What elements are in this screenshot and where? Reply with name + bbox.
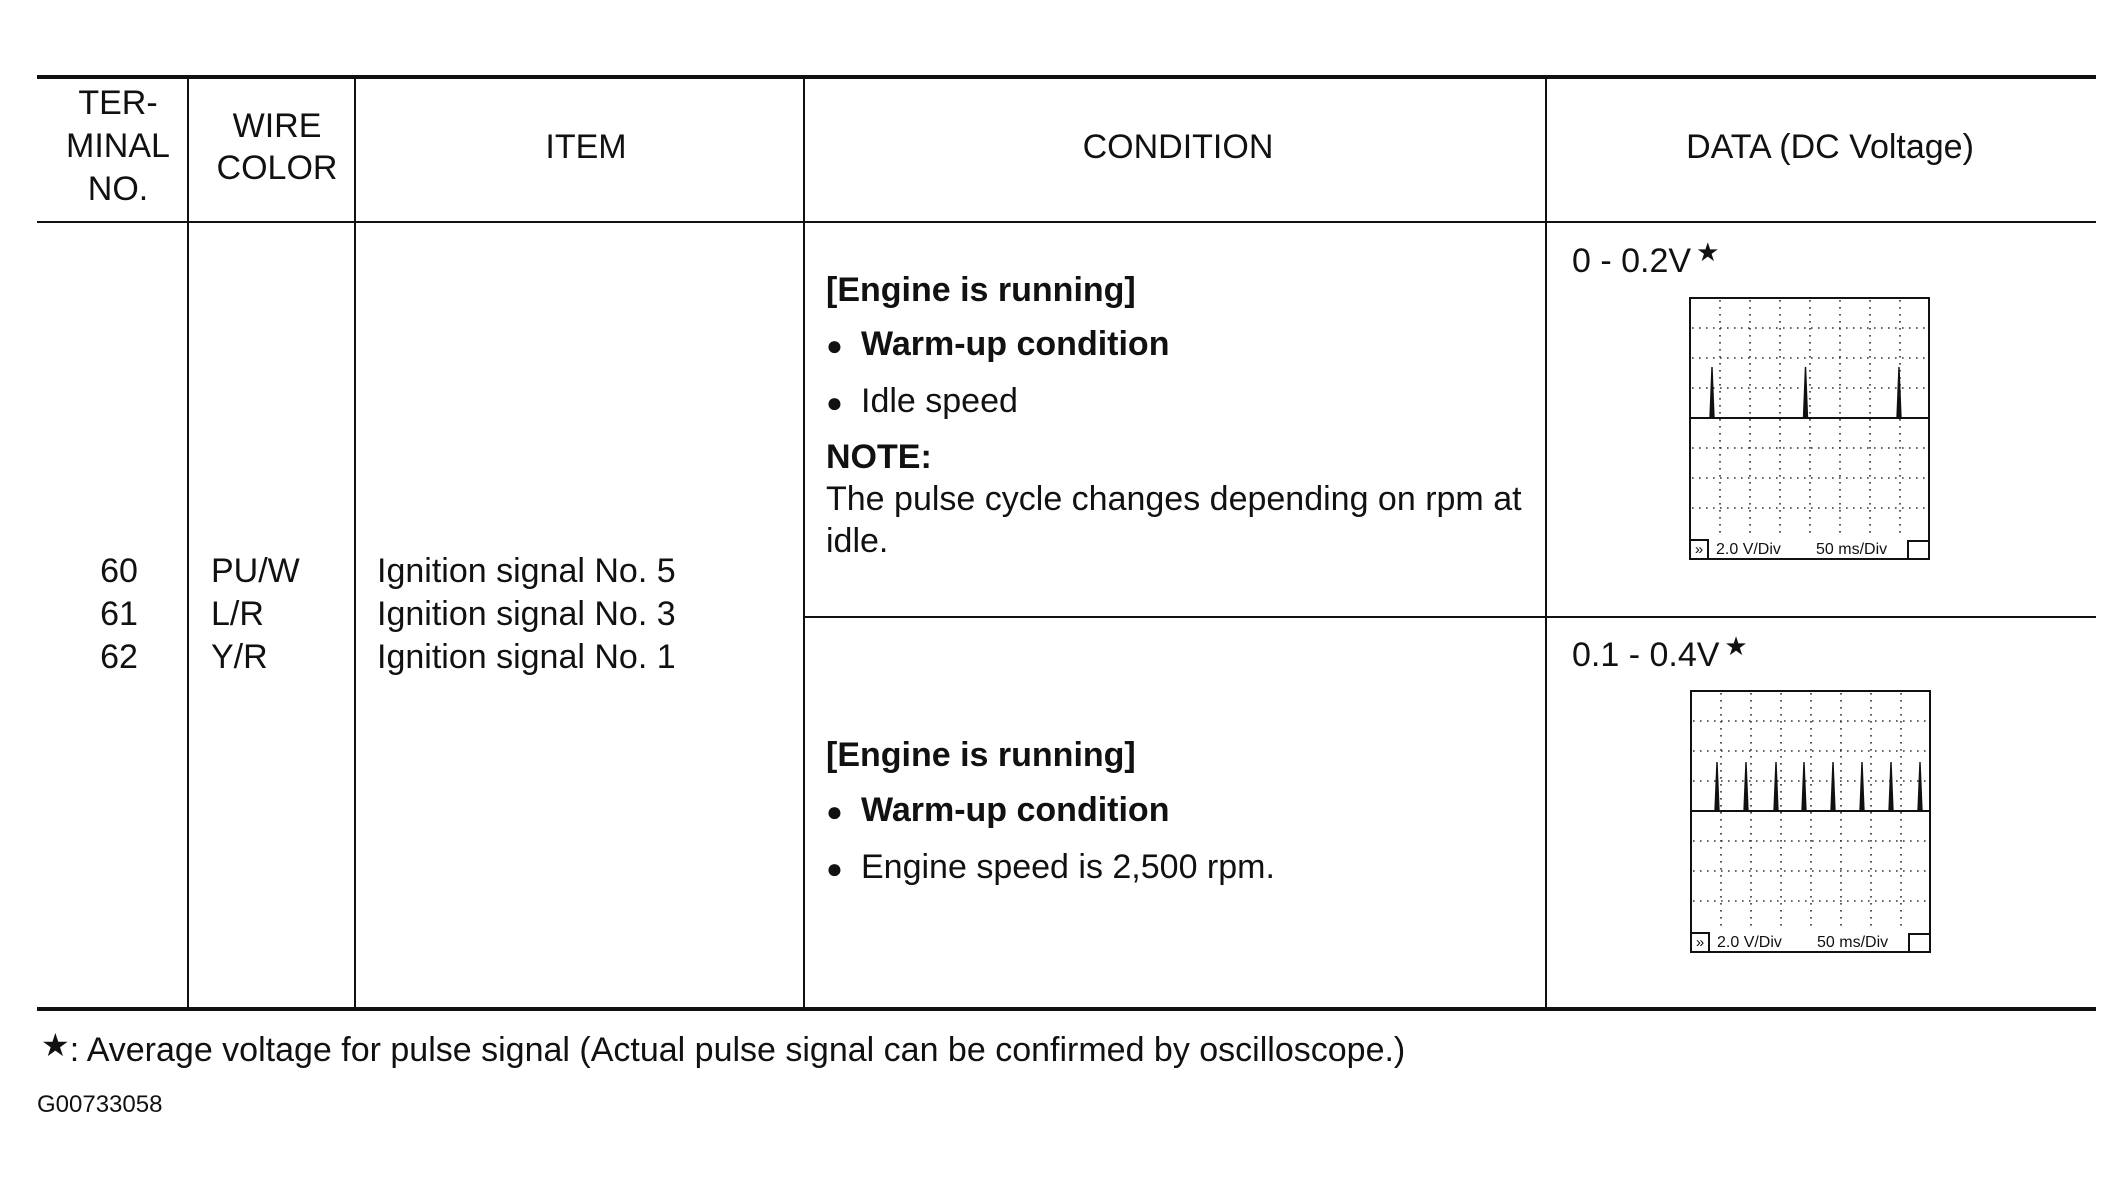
scope-corner-box	[1909, 934, 1930, 952]
table-top-rule	[37, 75, 2096, 79]
header-line: TER-	[78, 84, 158, 122]
ignition-pulse	[1804, 367, 1808, 418]
header-line: COLOR	[216, 149, 338, 187]
bullet-icon: ●	[826, 330, 843, 361]
condition-point	[826, 789, 1169, 833]
header-item: ITEM	[545, 128, 627, 166]
column-divider-condition-data	[1545, 77, 1547, 1009]
volts-per-div-label: 2.0 V/Div	[1716, 541, 1781, 558]
note-text: The pulse cycle changes depending on rpm at idle.	[826, 480, 1522, 560]
condition-state: [Engine is running]	[826, 736, 1136, 774]
ignition-pulse	[1774, 762, 1778, 811]
condition-point	[826, 380, 1018, 424]
bullet-icon: ●	[826, 796, 843, 827]
header-line: MINAL	[66, 127, 170, 165]
footnote-text: : Average voltage for pulse signal (Actual pulse signal can be confirmed by oscilloscope.)	[69, 1031, 1406, 1069]
average-voltage-star-icon: ★	[1724, 632, 1748, 662]
ignition-pulse	[1710, 367, 1714, 418]
channel-icon: »	[1694, 541, 1704, 558]
note-label: NOTE:	[826, 438, 932, 476]
ignition-pulse	[1860, 762, 1864, 811]
voltage-value: 0.1 - 0.4V	[1572, 636, 1720, 674]
terminal-number-cell	[49, 550, 189, 679]
wire-color: Y/R	[211, 638, 268, 676]
footnote-star-icon: ★	[41, 1026, 70, 1064]
condition-point-text: Warm-up condition	[861, 325, 1170, 363]
row-divider	[804, 616, 2096, 618]
item-description: Ignition signal No. 1	[377, 638, 676, 676]
wire-color: PU/W	[211, 552, 300, 590]
voltage-value-line	[1572, 240, 1719, 285]
condition-point	[826, 323, 1169, 367]
condition-point	[826, 846, 1275, 890]
header-line: WIRE	[232, 107, 322, 145]
header-terminal-no	[48, 82, 188, 211]
item-description: Ignition signal No. 5	[377, 552, 676, 590]
ignition-pulse	[1744, 762, 1748, 811]
volts-per-div-label: 2.0 V/Div	[1717, 934, 1782, 951]
time-per-div-label: 50 ms/Div	[1817, 934, 1889, 951]
header-data: DATA (DC Voltage)	[1686, 128, 1974, 166]
footnote	[41, 1026, 1406, 1071]
oscilloscope-waveform-idle	[1689, 297, 1930, 560]
channel-icon: »	[1695, 934, 1705, 951]
column-divider-item-condition	[803, 77, 805, 1009]
ignition-pulse	[1802, 762, 1806, 811]
condition-point-text: Warm-up condition	[861, 791, 1170, 829]
bullet-icon: ●	[826, 387, 843, 418]
ignition-pulse	[1897, 367, 1901, 418]
average-voltage-star-icon: ★	[1696, 238, 1720, 268]
header-line: NO.	[87, 170, 149, 208]
ignition-pulse	[1918, 762, 1922, 811]
header-condition: CONDITION	[1082, 128, 1274, 166]
time-per-div-label: 50 ms/Div	[1816, 541, 1888, 558]
ignition-pulse	[1889, 762, 1893, 811]
table-bottom-rule	[37, 1007, 2096, 1011]
item-description: Ignition signal No. 3	[377, 595, 676, 633]
scope-corner-box	[1908, 541, 1929, 559]
column-divider-terminal-wire	[187, 77, 189, 1009]
scope-frame	[1690, 298, 1929, 559]
oscilloscope-waveform-2500rpm	[1690, 690, 1931, 953]
wire-color: L/R	[211, 595, 264, 633]
ignition-pulse	[1831, 762, 1835, 811]
condition-state: [Engine is running]	[826, 271, 1136, 309]
voltage-value: 0 - 0.2V	[1572, 242, 1692, 280]
wire-color-cell	[211, 550, 300, 679]
condition-point-text: Idle speed	[861, 382, 1018, 420]
terminal-number: 60	[100, 552, 138, 590]
column-divider-wire-item	[354, 77, 356, 1009]
header-wire-color	[200, 105, 354, 189]
figure-id: G00733058	[37, 1091, 163, 1118]
ignition-pulse	[1715, 762, 1719, 811]
voltage-value-line	[1572, 634, 1748, 679]
bullet-icon: ●	[826, 853, 843, 884]
terminal-number: 61	[100, 595, 138, 633]
scope-frame	[1691, 691, 1930, 952]
item-cell	[377, 550, 676, 679]
condition-point-text: Engine speed is 2,500 rpm.	[861, 848, 1275, 886]
terminal-number: 62	[100, 638, 138, 676]
header-bottom-rule	[37, 221, 2096, 223]
